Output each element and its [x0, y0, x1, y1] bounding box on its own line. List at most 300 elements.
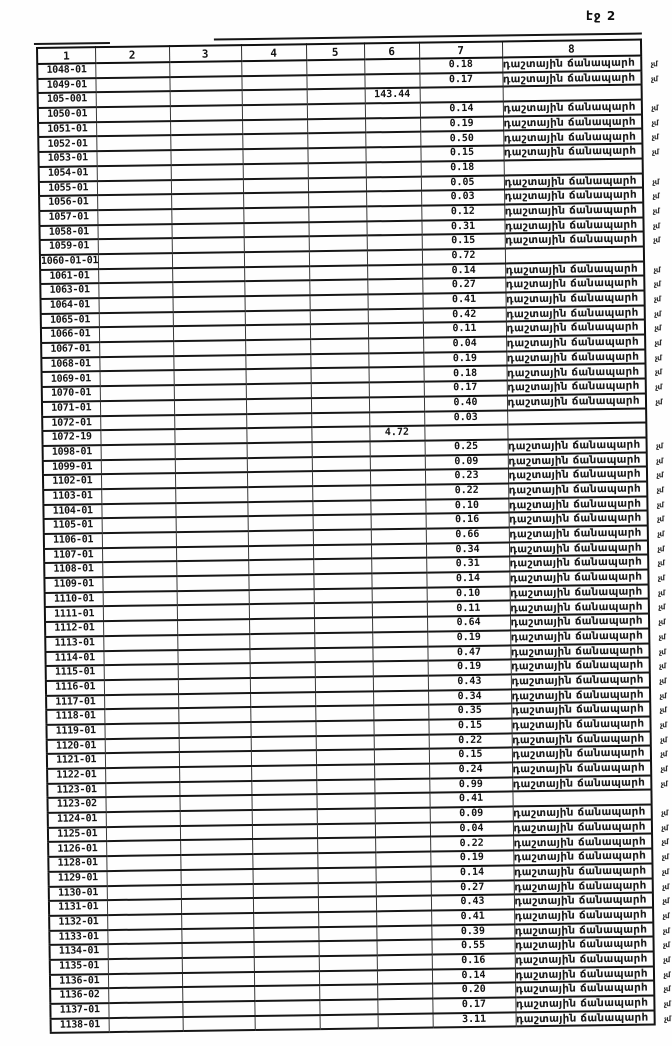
empty-cell	[315, 691, 373, 706]
margin-note: չմ	[654, 367, 662, 377]
empty-cell	[242, 134, 307, 150]
empty-cell	[103, 620, 177, 636]
road-type-cell: դաշտային ճանապարհ չմ	[504, 218, 660, 233]
parcel-id-cell: 1107-01	[44, 548, 102, 563]
empty-cell	[247, 442, 312, 458]
road-type-cell: դաշտային ճանապարհ չմ	[513, 864, 669, 879]
margin-note: չմ	[655, 441, 663, 451]
col7-value-cell: 0.23	[425, 469, 508, 485]
empty-cell	[176, 546, 248, 562]
col7-value-cell: 0.14	[432, 968, 515, 984]
col6-value-cell	[365, 103, 420, 118]
empty-cell	[315, 720, 373, 735]
empty-cell	[249, 618, 314, 634]
empty-cell	[309, 294, 367, 309]
empty-cell	[247, 457, 312, 473]
col7-value-cell: 0.14	[420, 102, 503, 118]
empty-cell	[254, 1000, 319, 1016]
col7-value-cell: 0.10	[427, 586, 510, 602]
empty-cell	[104, 723, 178, 739]
empty-cell	[308, 206, 366, 221]
empty-cell	[253, 927, 318, 943]
parcel-id-cell: 1072-19	[42, 430, 100, 445]
margin-note: չմ	[663, 999, 671, 1009]
empty-cell	[319, 941, 377, 956]
col7-value-cell	[420, 87, 503, 103]
empty-cell	[251, 750, 316, 766]
road-type-cell: դաշտային ճանապարհ չմ	[513, 820, 669, 835]
parcel-id-cell: 1058-01	[39, 225, 97, 240]
empty-cell	[105, 796, 179, 812]
empty-cell	[100, 400, 174, 416]
col7-value-cell: 0.15	[428, 718, 511, 734]
empty-cell	[246, 413, 311, 429]
col6-value-cell	[366, 176, 421, 191]
margin-note: չմ	[656, 485, 664, 495]
col7-value-cell: 0.31	[426, 557, 509, 573]
empty-cell	[317, 808, 375, 823]
empty-cell	[169, 61, 241, 77]
empty-cell	[174, 384, 246, 400]
col7-value-cell: 0.55	[432, 939, 515, 955]
empty-cell	[310, 309, 368, 324]
empty-cell	[178, 663, 250, 679]
col6-value-cell	[367, 264, 422, 279]
col6-value-cell	[375, 852, 430, 867]
margin-note: չմ	[653, 235, 660, 245]
parcel-id-cell: 1108-01	[44, 563, 102, 578]
parcel-id-cell: 1110-01	[45, 592, 103, 607]
empty-cell	[252, 868, 317, 884]
col6-value-cell	[366, 191, 421, 206]
margin-note: չմ	[659, 720, 667, 730]
empty-cell	[313, 515, 371, 530]
road-type-cell: դաշտային ճանապարհ չմ	[515, 996, 671, 1011]
margin-note: չմ	[657, 558, 665, 568]
empty-cell	[309, 250, 367, 265]
col6-value-cell	[367, 294, 422, 309]
empty-cell	[107, 870, 181, 886]
margin-note: չմ	[658, 588, 665, 598]
parcel-id-cell: 1123-02	[47, 797, 105, 812]
road-type-cell: դաշտային ճանապարհ չմ	[504, 174, 659, 189]
empty-cell	[248, 545, 313, 561]
empty-cell	[309, 236, 367, 251]
empty-cell	[99, 312, 173, 328]
col7-value-cell: 0.04	[430, 821, 513, 837]
empty-cell	[319, 999, 377, 1014]
road-type-cell: դաշտային ճանապարհ չմ	[512, 776, 668, 791]
col6-value-cell	[365, 132, 420, 147]
column-header: 7	[419, 41, 502, 58]
empty-cell	[306, 74, 364, 89]
col6-value-cell	[364, 73, 419, 88]
empty-cell	[242, 104, 307, 120]
col7-value-cell: 0.41	[429, 792, 512, 808]
empty-cell	[176, 531, 248, 547]
margin-note: չմ	[658, 646, 666, 656]
empty-cell	[241, 60, 306, 76]
margin-note: չմ	[650, 74, 658, 84]
empty-cell	[179, 751, 251, 767]
empty-cell	[249, 633, 314, 649]
empty-cell	[172, 252, 244, 268]
empty-cell	[307, 148, 365, 163]
road-type-cell: դաշտային ճանապարհ չմ	[505, 277, 661, 291]
margin-note: չմ	[659, 705, 667, 715]
parcel-id-cell: 1133-01	[49, 930, 107, 945]
empty-cell	[97, 194, 171, 210]
road-type-cell: դաշտային ճանապարհ չմ	[509, 512, 664, 526]
margin-note: չմ	[659, 676, 666, 686]
parcel-id-cell: 1070-01	[42, 386, 100, 401]
empty-cell	[97, 224, 171, 240]
empty-cell	[244, 251, 309, 267]
col7-value-cell: 0.22	[429, 733, 512, 749]
empty-cell	[307, 118, 365, 133]
column-header: 4	[241, 44, 306, 61]
empty-cell	[174, 370, 246, 386]
empty-cell	[244, 266, 309, 282]
col7-value-cell: 0.19	[430, 851, 513, 867]
margin-note: չմ	[661, 837, 669, 847]
empty-cell	[251, 795, 316, 811]
col6-value-cell	[370, 455, 425, 470]
col6-value-cell	[376, 881, 431, 896]
parcel-id-cell: 1111-01	[45, 607, 103, 622]
empty-cell	[101, 488, 175, 504]
col6-value-cell	[375, 822, 430, 837]
empty-cell	[254, 941, 319, 957]
empty-cell	[307, 133, 365, 148]
col6-value-cell	[372, 646, 427, 661]
column-header: 6	[364, 43, 419, 60]
col6-value-cell	[371, 514, 426, 529]
empty-cell	[103, 635, 177, 651]
col6-value-cell	[371, 529, 426, 544]
col7-value-cell: 0.22	[425, 483, 508, 499]
road-type-cell: դաշտային ճանապարհ չմ	[506, 321, 662, 335]
col7-value-cell: 0.17	[419, 72, 502, 88]
empty-cell	[241, 75, 306, 91]
empty-cell	[246, 427, 311, 443]
empty-cell	[243, 178, 308, 194]
parcel-id-cell: 1119-01	[46, 724, 104, 739]
col7-value-cell: 0.15	[429, 748, 512, 764]
parcel-id-cell: 1136-02	[50, 988, 108, 1003]
col6-value-cell	[370, 440, 425, 455]
col6-value-cell	[377, 955, 432, 970]
parcel-id-cell: 1114-01	[45, 651, 103, 666]
road-type-cell: դաշտային ճանապարհ չմ	[509, 556, 665, 570]
empty-cell	[175, 472, 247, 488]
empty-cell	[101, 503, 175, 519]
empty-cell	[177, 634, 249, 650]
road-type-cell: դաշտային ճանապարհ չմ	[503, 144, 659, 159]
empty-cell	[315, 676, 373, 691]
road-type-cell: դաշտային ճանապարհ չմ	[511, 658, 666, 673]
road-type-cell: դաշտային ճանապարհ չմ	[508, 482, 664, 497]
empty-cell	[319, 970, 377, 985]
empty-cell	[248, 515, 313, 531]
col6-value-cell	[366, 206, 421, 221]
empty-cell	[104, 708, 178, 724]
col7-value-cell: 0.25	[425, 439, 508, 455]
empty-cell	[245, 339, 310, 355]
empty-cell	[243, 163, 308, 179]
col6-value-cell	[374, 778, 429, 793]
col6-value-cell	[365, 117, 420, 132]
col7-value-cell: 0.04	[423, 337, 506, 353]
parcel-id-cell: 1060-01-01	[40, 254, 98, 269]
empty-cell	[96, 106, 170, 122]
parcel-id-cell: 1121-01	[47, 753, 105, 768]
col7-value-cell: 0.99	[429, 777, 512, 793]
parcel-id-cell: 1098-01	[43, 445, 101, 460]
empty-cell	[180, 854, 252, 870]
column-header: 3	[169, 45, 241, 62]
road-type-cell: դաշտային ճանապարհ չմ	[508, 438, 663, 453]
col6-value-cell	[373, 720, 428, 735]
empty-cell	[314, 617, 372, 632]
empty-cell	[307, 103, 365, 118]
margin-note: չմ	[656, 499, 664, 510]
parcel-id-cell: 1068-01	[41, 357, 99, 372]
empty-cell	[105, 767, 179, 783]
parcel-id-cell: 1138-01	[51, 1018, 109, 1033]
empty-cell	[102, 576, 176, 592]
empty-cell	[314, 647, 372, 662]
col6-value-cell	[364, 59, 419, 74]
parcel-id-cell: 1052-01	[38, 137, 96, 152]
empty-cell	[181, 869, 253, 885]
col6-value-cell	[375, 837, 430, 852]
parcel-id-cell: 1104-01	[43, 504, 101, 519]
margin-note: չմ	[662, 896, 670, 906]
empty-cell	[104, 679, 178, 695]
empty-cell	[100, 371, 174, 387]
margin-note: չմ	[651, 147, 659, 157]
col6-value-cell	[370, 470, 425, 485]
parcel-id-cell: 1054-01	[39, 166, 97, 181]
empty-cell	[102, 517, 176, 533]
col6-value-cell	[375, 866, 430, 881]
empty-cell	[252, 809, 317, 825]
col7-value-cell: 0.17	[424, 381, 507, 397]
empty-cell	[107, 914, 181, 930]
col6-value-cell	[377, 940, 432, 955]
table-body	[37, 56, 671, 1034]
road-type-cell: դաշտային ճանապարհ չմ	[514, 923, 670, 938]
empty-cell	[318, 882, 376, 897]
col6-value-cell	[372, 631, 427, 646]
empty-cell	[317, 867, 375, 882]
parcel-id-cell: 1053-01	[38, 151, 96, 166]
empty-cell	[96, 150, 170, 166]
empty-cell	[254, 985, 319, 1001]
empty-cell	[106, 826, 180, 842]
parcel-id-cell: 1057-01	[39, 210, 97, 225]
empty-cell	[312, 441, 370, 456]
empty-cell	[242, 148, 307, 164]
col6-value-cell	[374, 749, 429, 764]
empty-cell	[308, 221, 366, 236]
parcel-id-cell: 1116-01	[46, 680, 104, 695]
empty-cell	[311, 368, 369, 383]
empty-cell	[99, 341, 173, 357]
empty-cell	[104, 694, 178, 710]
road-type-cell: դաշտային ճանապարհ չմ	[512, 746, 667, 761]
parcel-id-cell: 1061-01	[40, 269, 98, 284]
col7-value-cell: 0.40	[424, 395, 507, 411]
empty-cell	[107, 899, 181, 915]
col6-value-cell	[374, 793, 429, 808]
col6-value-cell: 4.72	[369, 426, 424, 441]
empty-cell	[181, 898, 253, 914]
margin-note: չմ	[653, 264, 661, 275]
col7-value-cell: 0.34	[426, 542, 509, 558]
empty-cell	[103, 606, 177, 622]
empty-cell	[244, 295, 309, 311]
col7-value-cell: 0.66	[426, 527, 509, 543]
col7-value-cell: 0.11	[423, 322, 506, 338]
empty-cell	[250, 662, 315, 678]
empty-cell	[174, 428, 246, 444]
empty-cell	[250, 706, 315, 722]
empty-cell	[170, 135, 242, 151]
road-type-cell: դաշտային ճանապարհ չմ	[505, 232, 660, 247]
empty-cell	[183, 1016, 255, 1032]
empty-cell	[106, 811, 180, 827]
empty-cell	[107, 885, 181, 901]
empty-cell	[103, 591, 177, 607]
empty-cell	[97, 209, 171, 225]
col6-value-cell	[366, 220, 421, 235]
empty-cell	[171, 208, 243, 224]
column-header: 8	[502, 40, 641, 58]
col6-value-cell	[369, 367, 424, 382]
empty-cell	[318, 926, 376, 941]
empty-cell	[177, 619, 249, 635]
parcel-id-cell: 1126-01	[48, 842, 106, 857]
road-type-cell: դաշտային ճանապարհ չմ	[513, 805, 668, 820]
empty-cell	[308, 192, 366, 207]
empty-cell	[108, 973, 182, 989]
col6-value-cell	[369, 396, 424, 411]
empty-cell	[254, 971, 319, 987]
margin-note: չմ	[660, 764, 668, 774]
empty-cell	[102, 547, 176, 563]
empty-cell	[175, 458, 247, 474]
empty-cell	[308, 162, 366, 177]
col6-value-cell	[376, 925, 431, 940]
parcel-id-cell: 1131-01	[49, 900, 107, 915]
empty-cell	[170, 91, 242, 107]
empty-cell	[99, 297, 173, 313]
empty-cell	[179, 795, 251, 811]
empty-cell	[105, 738, 179, 754]
margin-note: չմ	[651, 103, 658, 113]
empty-cell	[248, 574, 313, 590]
col6-value-cell	[378, 1013, 433, 1028]
margin-note: չմ	[657, 529, 664, 539]
empty-cell	[320, 1014, 378, 1029]
road-type-cell: դաշտային ճանապարհ չմ	[512, 732, 667, 747]
parcel-id-cell: 1067-01	[41, 342, 99, 357]
col6-value-cell	[369, 411, 424, 426]
empty-cell	[251, 765, 316, 781]
col6-value-cell	[374, 734, 429, 749]
empty-cell	[312, 456, 370, 471]
empty-cell	[245, 310, 310, 326]
road-type-cell: դաշտային ճանապարհ չմ	[515, 937, 670, 952]
empty-cell	[173, 355, 245, 371]
empty-cell	[100, 385, 174, 401]
empty-cell	[177, 649, 249, 665]
empty-cell	[248, 560, 313, 576]
empty-cell	[308, 177, 366, 192]
empty-cell	[253, 883, 318, 899]
road-type-cell: դաշտային ճանապարհ չմ	[509, 570, 665, 585]
empty-cell	[182, 1001, 254, 1017]
empty-cell	[243, 192, 308, 208]
empty-cell	[250, 692, 315, 708]
parcel-id-cell: 1136-01	[50, 974, 108, 989]
col7-value-cell: 0.41	[422, 292, 505, 308]
empty-cell	[255, 1015, 320, 1031]
empty-cell	[246, 398, 311, 414]
road-type-cell: դաշտային ճանապարհ չմ	[511, 717, 667, 732]
parcel-id-cell: 1102-01	[43, 474, 101, 489]
road-type-cell: դաշտային ճանապարհ չմ	[511, 673, 666, 688]
empty-cell	[108, 1002, 182, 1018]
col7-value-cell: 0.27	[422, 278, 505, 294]
margin-note: չմ	[651, 118, 659, 128]
col6-value-cell	[372, 602, 427, 617]
parcel-id-cell: 1105-01	[44, 518, 102, 533]
road-type-cell: դաշտային ճանապարհ չմ	[512, 761, 668, 776]
margin-note: չմ	[654, 338, 662, 348]
empty-cell	[311, 427, 369, 442]
empty-cell	[178, 693, 250, 709]
parcel-id-cell: 1064-01	[41, 298, 99, 313]
column-header: 5	[306, 43, 364, 60]
road-type-cell: դաշտային ճանապարհ չմ	[502, 71, 658, 86]
empty-cell	[172, 267, 244, 283]
empty-cell	[108, 987, 182, 1003]
margin-note: չմ	[660, 734, 667, 744]
empty-cell	[96, 121, 170, 137]
empty-cell	[316, 735, 374, 750]
col7-value-cell: 3.11	[433, 1012, 516, 1028]
col7-value-cell: 0.18	[421, 160, 504, 176]
col6-value-cell	[377, 969, 432, 984]
land-parcel-table	[36, 39, 671, 1035]
empty-cell	[175, 443, 247, 459]
parcel-id-cell: 1117-01	[46, 695, 104, 710]
col7-value-cell: 0.22	[430, 836, 513, 852]
empty-cell	[172, 237, 244, 253]
parcel-id-cell: 1115-01	[46, 665, 104, 680]
empty-cell	[172, 281, 244, 297]
empty-cell	[96, 136, 170, 152]
empty-cell	[307, 89, 365, 104]
col7-value-cell: 0.14	[430, 865, 513, 881]
col6-value-cell	[366, 161, 421, 176]
empty-cell	[109, 1017, 183, 1033]
parcel-id-cell: 1109-01	[44, 577, 102, 592]
col7-value-cell: 0.19	[423, 351, 506, 367]
